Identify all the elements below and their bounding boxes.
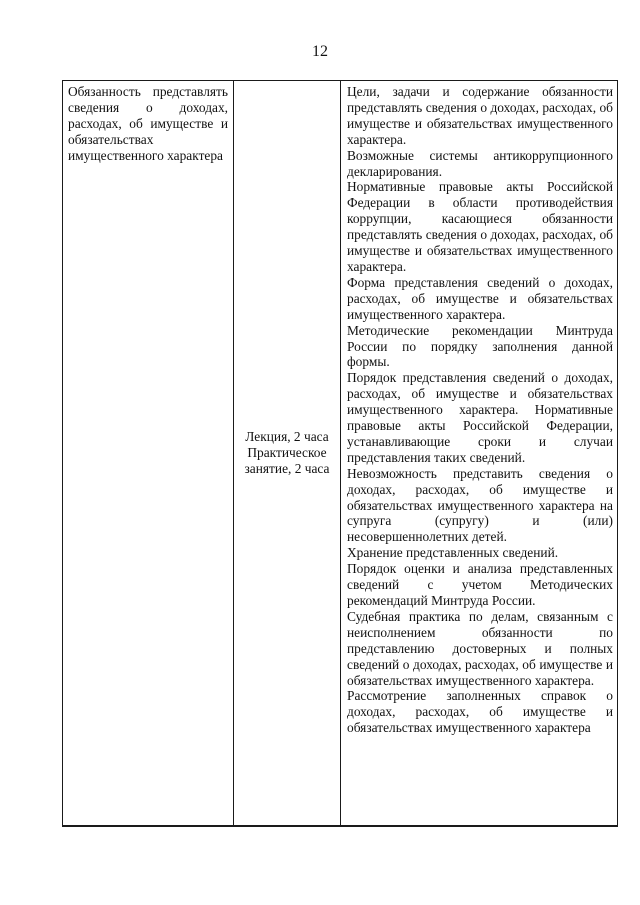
content-paragraph: Возможные системы антикоррупционного декларирования. <box>347 147 613 179</box>
format-line-practical-hours: занятие, 2 часа <box>244 460 330 476</box>
format-cell <box>234 81 341 826</box>
content-paragraph: Рассмотрение заполненных справок о доходах, расходах, об имуществе и обязательствах имущественного характера <box>347 688 613 736</box>
content-paragraph: Порядок оценки и анализа представленных сведений с учетом Методических рекомендаций Минтруда России. <box>347 561 613 608</box>
content-paragraph: Методические рекомендации Минтруда России по порядку заполнения данной формы. <box>347 322 613 370</box>
format-line-practical: Практическое <box>247 445 327 461</box>
content-paragraph: Судебная практика по делам, связанным с неисполнением обязанности по представлению достоверных и полных сведений о доходах, расходах, об имуществе и обязательствах имущественного характера. <box>347 608 613 688</box>
topic-text: Обязанность представлять сведения о доходах, расходах, об имуществе и обязательствах имущественного характера <box>68 84 228 163</box>
curriculum-table <box>62 80 618 826</box>
format-line-lecture: Лекция, 2 часа <box>245 429 329 445</box>
content-paragraph: Форма представления сведений о доходах, расходах, об имуществе и обязательствах имущественного характера. <box>347 274 613 322</box>
content-paragraph: Цели, задачи и содержание обязанности представлять сведения о доходах, расходах, об имуществе и обязательствах имущественного характера. <box>347 84 613 147</box>
content-cell <box>341 81 618 826</box>
content-paragraph: Хранение представленных сведений. <box>347 545 559 561</box>
content-paragraph: Порядок представления сведений о доходах, расходах, об имуществе и обязательствах имущественного характера. Нормативные правовые акты Российской Федерации, устанавливающие сроки и случаи представления таких сведений. <box>347 370 613 465</box>
topic-cell <box>63 81 234 826</box>
content-list <box>341 81 617 736</box>
content-paragraph: Невозможность представить сведения о доходах, расходах, об имуществе и обязательствах имущественного характера на супруга (супругу) и (или) несовершеннолетних детей. <box>347 465 613 545</box>
content-paragraph: Нормативные правовые акты Российской Федерации в области противодействия коррупции, касающиеся обязанности представлять сведения о доходах, расходах, об имуществе и обязательствах имущественного характера. <box>347 179 613 274</box>
page-number: 12 <box>312 43 328 60</box>
table-bottom-border <box>62 826 618 827</box>
table-row <box>63 81 618 826</box>
